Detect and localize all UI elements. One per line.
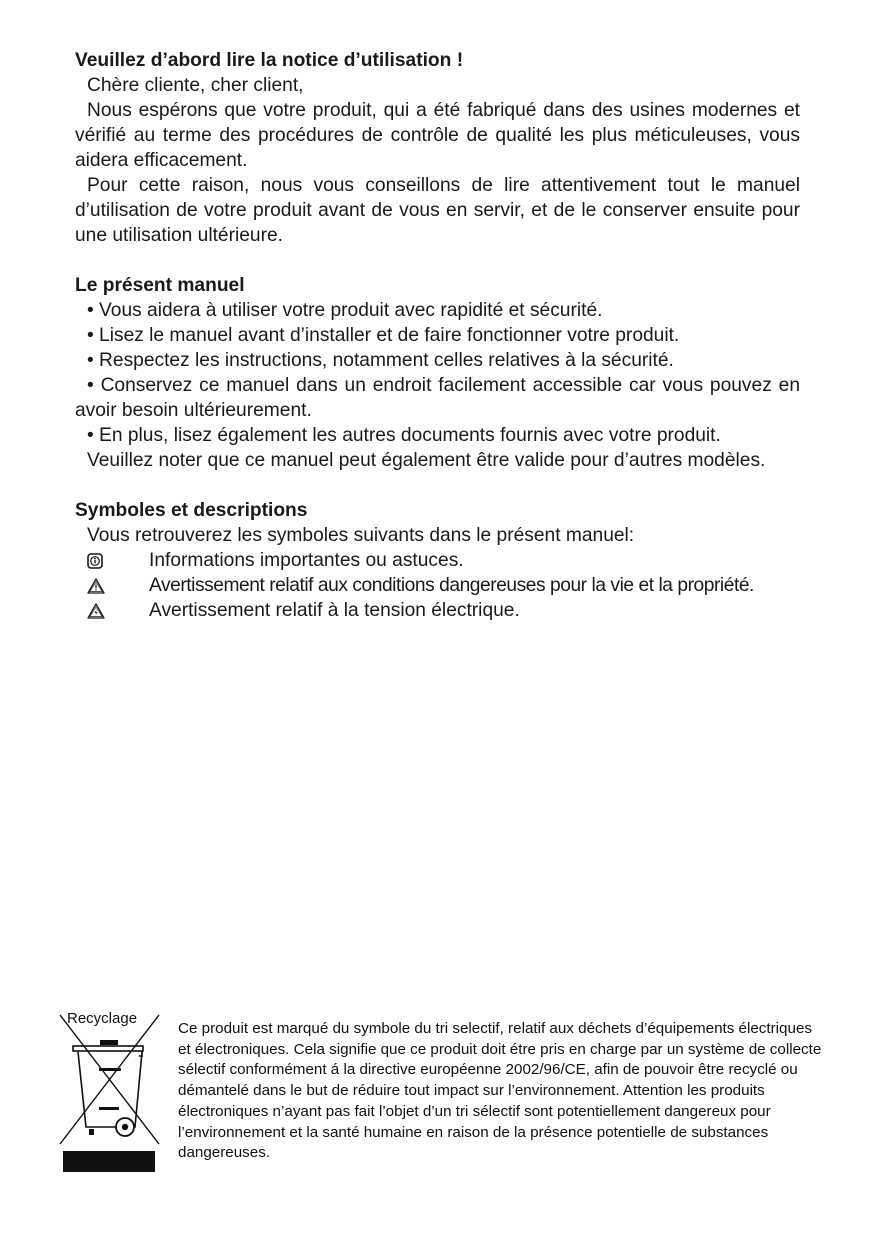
list-item: • Respectez les instructions, notamment celles relatives à la sécurité. <box>87 350 674 371</box>
salutation: Chère cliente, cher client, <box>87 75 304 96</box>
symbol-row-info <box>75 548 800 573</box>
symbol-description: Avertissement relatif aux conditions dangereuses pour la vie et la propriété. <box>149 575 754 596</box>
list-item: • Conservez ce manuel dans un endroit facilement accessible car vous pouvez en avoir besoin ultérieurement. <box>75 375 800 421</box>
info-icon <box>75 553 149 569</box>
electric-warning-icon <box>75 603 149 619</box>
list-item: • Vous aidera à utiliser votre produit avec rapidité et sécurité. <box>87 300 603 321</box>
crossed-bin-icon <box>55 1010 165 1175</box>
list-item: • En plus, lisez également les autres documents fournis avec votre produit. <box>87 425 721 446</box>
manual-section-title: Le présent manuel <box>75 275 245 296</box>
intro-paragraph-1: Nous espérons que votre produit, qui a été fabriqué dans des usines modernes et vérifié au terme des procédures de contrôle de qualité les plus méticuleuses, vous aidera efficacement. <box>75 100 800 171</box>
intro-title: Veuillez d’abord lire la notice d’utilisation ! <box>75 50 464 71</box>
list-item: • Lisez le manuel avant d’installer et de faire fonctionner votre produit. <box>87 325 680 346</box>
warning-icon <box>75 578 149 594</box>
intro-paragraph-2: Pour cette raison, nous vous conseillons de lire attentivement tout le manuel d’utilisation de votre produit avant de vous en servir, et de le conserver ensuite pour une utilisation ultérieure. <box>75 175 800 246</box>
manual-note: Veuillez noter que ce manuel peut également être valide pour d’autres modèles. <box>87 450 766 471</box>
recycling-text: Ce produit est marqué du symbole du tri selectif, relatif aux déchets d’équipements électriques et électroniques. Cela signifie que ce produit doit étre pris en charge par un système de collecte sélectif conformément á la directive européenne 2002/96/CE, afin de pouvoir être recyclé ou démantelé dans le but de réduire tout impact sur l’environnement. Attention les produits électroniques n’ayant pas fait l’objet d’un tri sélectif sont potentiellement dangereux pour l’environnement et la santé humaine en raison de la présence potentielle de substances dangereuses. <box>178 1020 822 1162</box>
symbol-description: Informations importantes ou astuces. <box>149 550 464 571</box>
symbols-section-title: Symboles et descriptions <box>75 500 308 521</box>
recycling-notice <box>178 1019 828 1164</box>
symbols-intro: Vous retrouverez les symboles suivants dans le présent manuel: <box>87 525 635 546</box>
recycling-label: Recyclage <box>67 1010 138 1027</box>
weee-recycling-symbol <box>55 1010 165 1175</box>
symbol-description: Avertissement relatif à la tension électrique. <box>149 600 520 621</box>
manual-intro-page <box>75 48 800 623</box>
symbol-row-warning <box>75 573 800 598</box>
symbol-row-electric <box>75 598 800 623</box>
